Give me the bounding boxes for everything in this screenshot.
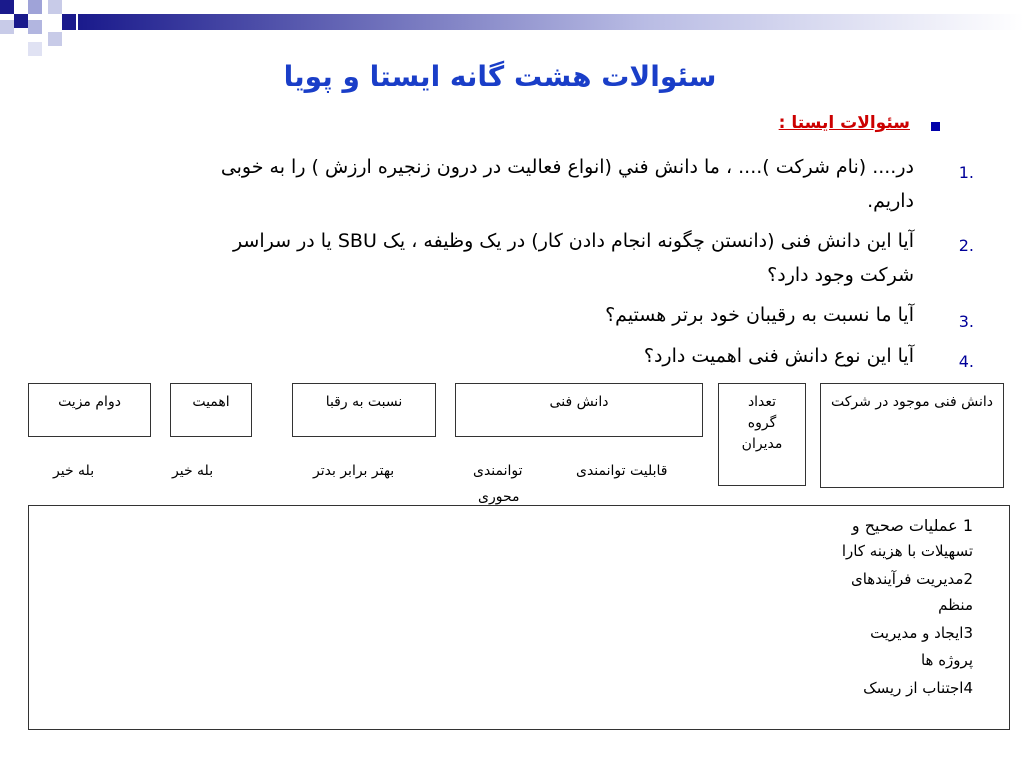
deco-square	[28, 0, 42, 14]
deco-square	[62, 14, 76, 30]
question-line: داريم.	[867, 190, 914, 212]
header-durability: دوام مزيت	[28, 383, 151, 437]
question-line: در.... (نام شرکت ).... ، ما دانش فني (انواع فعاليت در درون زنجيره ارزش ) را به خوبی	[220, 156, 914, 178]
question-line: آيا اين دانش فنی (دانستن چگونه انجام دادن کار) در يک وظيفه ، يک SBU يا در سراسر	[232, 230, 914, 252]
list-line: 2مديريت فرآيندهای	[851, 570, 973, 588]
page-title: سئوالات هشت گانه ایستا و پویا	[283, 60, 717, 93]
header-importance: اهميت	[170, 383, 252, 437]
question-line: آيا ما نسبت به رقيبان خود برتر هستيم؟	[605, 304, 914, 326]
question-number: 4.	[958, 352, 974, 371]
label-core: محوری	[478, 489, 520, 505]
question-text	[54, 298, 914, 332]
question-line: آيا اين نوع دانش فنی اهميت دارد؟	[643, 345, 914, 367]
deco-square	[28, 42, 42, 56]
question-text	[54, 224, 914, 292]
question-number: 1.	[958, 163, 974, 182]
bullet-square-icon	[931, 122, 940, 131]
list-line: پروژه ها	[920, 651, 973, 669]
top-gradient-bar	[78, 14, 1024, 30]
header-vs-competitors: نسبت به رقبا	[292, 383, 436, 437]
deco-square	[48, 0, 62, 14]
header-existing-know-how: دانش فنی موجود در شرکت	[820, 383, 1004, 488]
deco-square	[48, 32, 62, 46]
deco-square	[14, 14, 28, 28]
question-line: شرکت وجود دارد؟	[767, 264, 914, 286]
list-line: 3ايجاد و مديريت	[870, 624, 973, 642]
section-heading: سئوالات ایستا :	[778, 113, 910, 133]
list-line: منظم	[938, 596, 973, 614]
list-line: 4اجتناب از ريسک	[863, 679, 973, 697]
list-line: 1 عمليات صحيح و	[851, 516, 973, 535]
deco-square	[0, 20, 14, 34]
deco-square	[28, 20, 42, 34]
label-durability-yes-no: بله خير	[53, 463, 95, 479]
question-text	[54, 339, 914, 373]
question-number: 2.	[958, 236, 974, 255]
question-text	[54, 150, 914, 218]
competency-list-box	[28, 505, 1010, 730]
label-better-equal-worse: بهتر برابر بدتر	[313, 463, 395, 479]
list-line: تسهيلات با هزينه کارا	[841, 542, 973, 560]
label-capability: قابليت توانمندی	[576, 463, 668, 479]
deco-square	[14, 0, 28, 14]
label-importance-yes-no: بله خير	[172, 463, 214, 479]
header-know-how: دانش فنی	[455, 383, 703, 437]
deco-square	[0, 0, 14, 14]
header-num-groups: تعداد گروه مديران	[718, 383, 806, 486]
label-competency: توانمندی	[473, 463, 523, 479]
question-number: 3.	[958, 312, 974, 331]
